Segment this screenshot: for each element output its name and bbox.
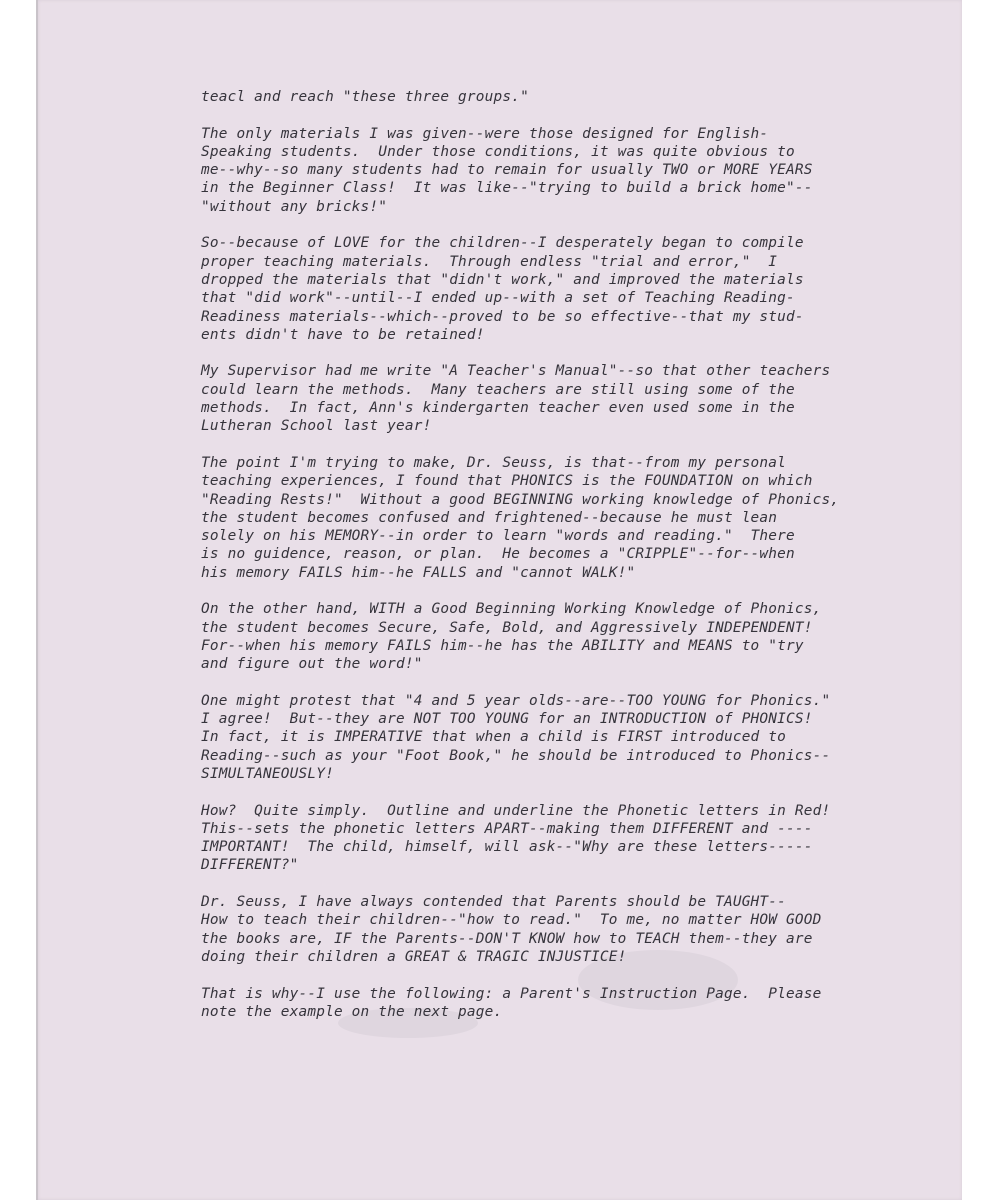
text-line: My Supervisor had me write "A Teacher's Manual"--so that other teachers [201,363,831,380]
text-line: dropped the materials that "didn't work," and improved the materials [201,271,804,288]
text-line: Readiness materials--which--proved to be so effective--that my stud- [201,308,804,325]
text-line: solely on his MEMORY--in order to learn "words and reading." There [201,528,795,545]
text-line: in the Beginner Class! It was like--"trying to build a brick home"-- [201,180,813,197]
letter-body [201,88,861,1039]
text-line: doing their children a GREAT & TRAGIC INJUSTICE! [201,948,627,965]
text-line: This--sets the phonetic letters APART--making them DIFFERENT and ---- [201,820,813,837]
text-line: the student becomes Secure, Safe, Bold, and Aggressively INDEPENDENT! [201,619,813,636]
text-line: That is why--I use the following: a Parent's Instruction Page. Please [201,985,822,1002]
text-line: Reading--such as your "Foot Book," he should be introduced to Phonics-- [201,747,831,764]
text-line: For--when his memory FAILS him--he has the ABILITY and MEANS to "try [201,637,804,654]
text-line: So--because of LOVE for the children--I desperately began to compile [201,235,804,252]
text-line: Dr. Seuss, I have always contended that Parents should be TAUGHT-- [201,894,787,911]
letter-paragraph [201,88,861,106]
text-line: ents didn't have to be retained! [201,326,485,343]
text-line: I agree! But--they are NOT TOO YOUNG for an INTRODUCTION of PHONICS! [201,711,813,728]
text-line: How to teach their children--"how to read." To me, no matter HOW GOOD [201,912,822,929]
text-line: SIMULTANEOUSLY! [201,765,334,782]
text-line: teaching experiences, I found that PHONICS is the FOUNDATION on which [201,473,813,490]
text-line: The point I'm trying to make, Dr. Seuss, is that--from my personal [201,454,787,471]
text-line: "Reading Rests!" Without a good BEGINNING working knowledge of Phonics, [201,491,840,508]
text-line: How? Quite simply. Outline and underline the Phonetic letters in Red! [201,802,831,819]
text-line: the books are, IF the Parents--DON'T KNOW how to TEACH them--they are [201,930,813,947]
letter-paragraph [201,985,861,1022]
text-line: The only materials I was given--were those designed for English- [201,125,769,142]
text-line: that "did work"--until--I ended up--with a set of Teaching Reading- [201,290,795,307]
letter-paragraph [201,125,861,216]
text-line: On the other hand, WITH a Good Beginning Working Knowledge of Phonics, [201,601,822,618]
text-line: is no guidence, reason, or plan. He becomes a "CRIPPLE"--for--when [201,546,795,563]
text-line: teacl and reach "these three groups." [201,89,529,105]
letter-paragraph [201,234,861,344]
text-line: note the example on the next page. [201,1003,503,1020]
letter-paragraph [201,600,861,673]
text-line: Speaking students. Under those conditions, it was quite obvious to [201,143,795,160]
text-line: his memory FAILS him--he FALLS and "cannot WALK!" [201,564,636,581]
text-line: me--why--so many students had to remain for usually TWO or MORE YEARS [201,162,813,179]
letter-paragraph [201,802,861,875]
text-line: In fact, it is IMPERATIVE that when a child is FIRST introduced to [201,729,787,746]
text-line: the student becomes confused and frightened--because he must lean [201,509,778,526]
text-line: One might protest that "4 and 5 year olds--are--TOO YOUNG for Phonics." [201,692,831,709]
text-line: methods. In fact, Ann's kindergarten teacher even used some in the [201,400,795,417]
text-line: DIFFERENT?" [201,857,299,874]
letter-paragraph [201,362,861,435]
text-line: IMPORTANT! The child, himself, will ask--"Why are these letters----- [201,839,813,856]
letter-paragraph [201,454,861,582]
letter-paragraph [201,692,861,783]
text-line: and figure out the word!" [201,656,423,673]
letter-paragraph [201,893,861,966]
text-line: Lutheran School last year! [201,418,432,435]
text-line: could learn the methods. Many teachers are still using some of the [201,381,795,398]
text-line: "without any bricks!" [201,198,388,215]
text-line: proper teaching materials. Through endless "trial and error," I [201,253,778,270]
